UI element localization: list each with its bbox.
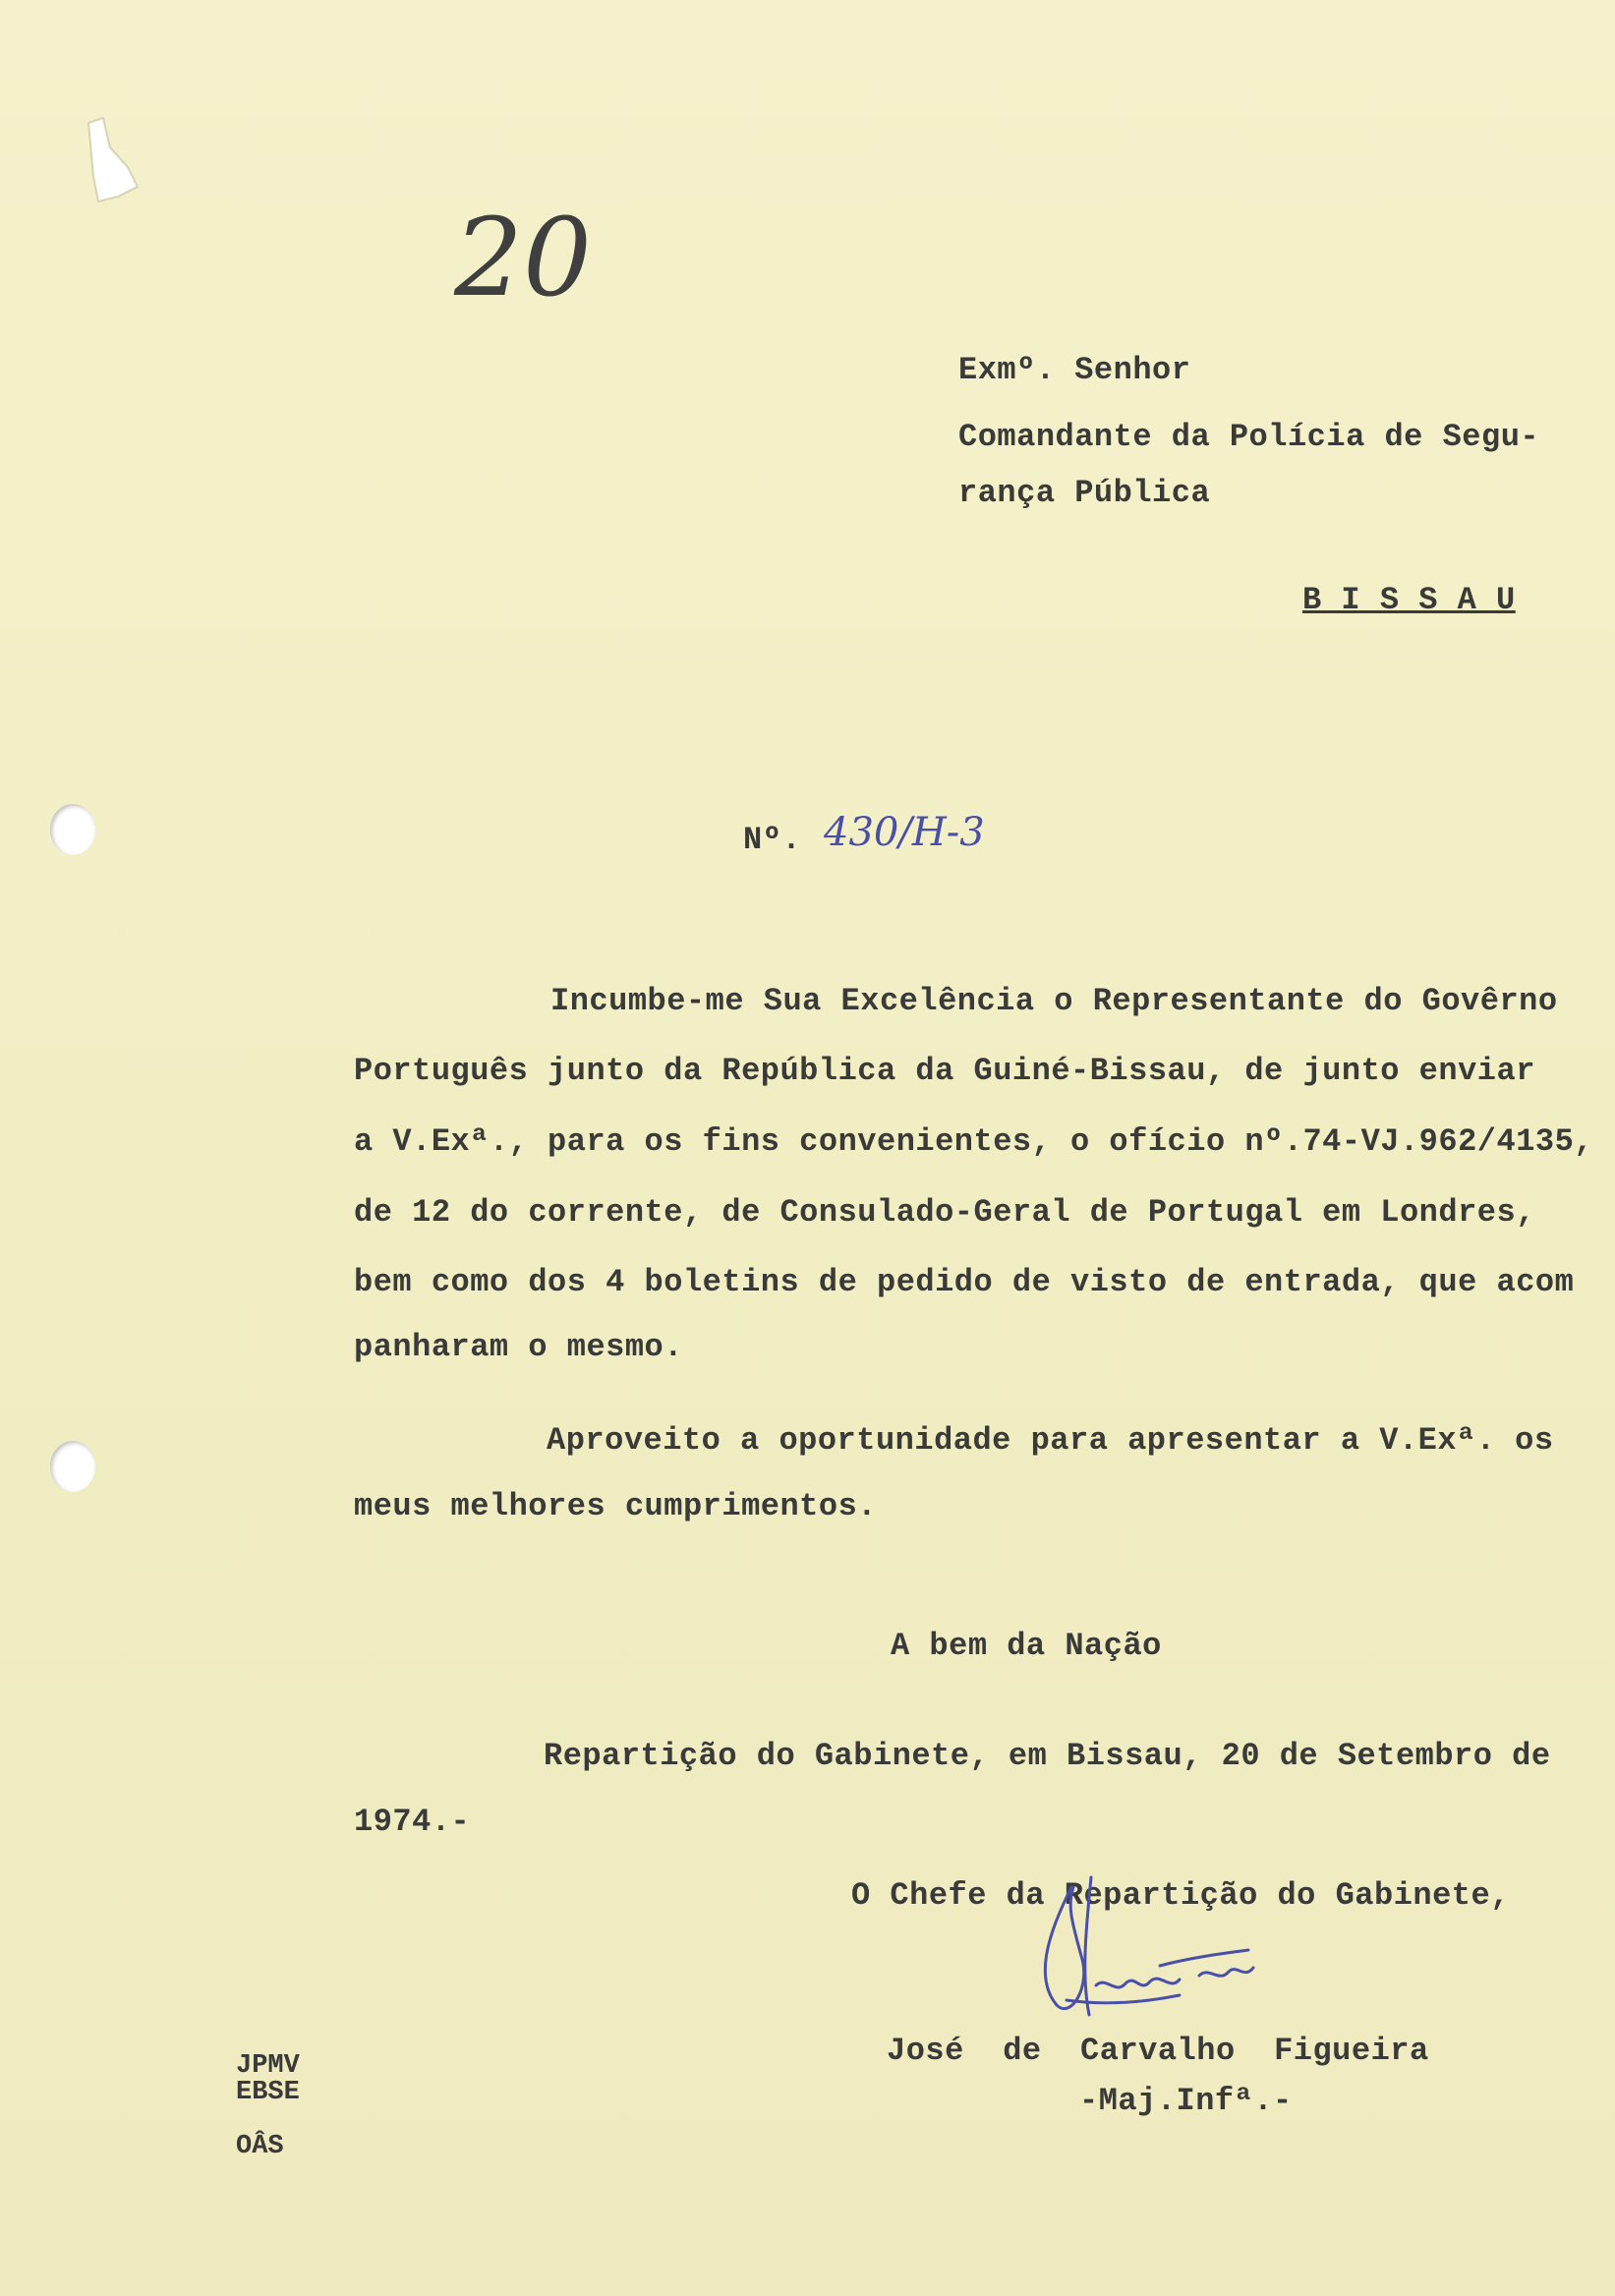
closing-motto: A bem da Nação — [891, 1628, 1162, 1664]
initials-line-3: OÂS — [236, 2132, 284, 2161]
body-p1-line-6: panharam o mesmo. — [354, 1329, 683, 1365]
signatory-rank: -Maj.Infª.- — [1079, 2083, 1293, 2119]
punch-hole-upper — [50, 804, 95, 855]
body-p1-line-1: Incumbe-me Sua Excelência o Representante do Govêrno — [550, 983, 1558, 1019]
salutation: Exmº. Senhor — [958, 352, 1191, 388]
body-p1-line-5: bem como dos 4 boletins de pedido de visto de entrada, que acom — [354, 1264, 1575, 1300]
punch-hole-lower — [50, 1441, 95, 1492]
body-p2-line-2: meus melhores cumprimentos. — [354, 1488, 877, 1524]
body-p1-line-3: a V.Exª., para os fins convenientes, o ofício nº.74-VJ.962/4135, — [354, 1123, 1593, 1160]
signatory-name: José de Carvalho Figueira — [887, 2033, 1429, 2069]
handwritten-signature — [1012, 1867, 1307, 2044]
initials-line-1: JPMV — [236, 2051, 300, 2081]
reference-handwritten-number: 430/H-3 — [824, 810, 985, 855]
addressee-line-1: Comandante da Polícia de Segu- — [958, 419, 1540, 455]
place-date-line-1: Repartição do Gabinete, em Bissau, 20 de Setembro de — [544, 1738, 1551, 1774]
place-date-line-2: 1974.- — [354, 1804, 471, 1840]
body-p1-line-2: Português junto da República da Guiné-Bissau, de junto enviar — [354, 1053, 1535, 1089]
addressee-line-2: rança Pública — [958, 475, 1211, 511]
torn-corner-mark — [69, 108, 157, 216]
folio-number: 20 — [454, 195, 592, 320]
signatory-title: O Chefe da Repartição do Gabinete, — [851, 1877, 1510, 1914]
body-p1-line-4: de 12 do corrente, de Consulado-Geral de Portugal em Londres, — [354, 1194, 1535, 1231]
body-p2-line-1: Aproveito a oportunidade para apresentar a V.Exª. os — [547, 1422, 1554, 1459]
addressee-city: B I S S A U — [1302, 582, 1516, 618]
initials-line-2: EBSE — [236, 2078, 300, 2107]
reference-prefix: Nº. — [743, 822, 802, 858]
